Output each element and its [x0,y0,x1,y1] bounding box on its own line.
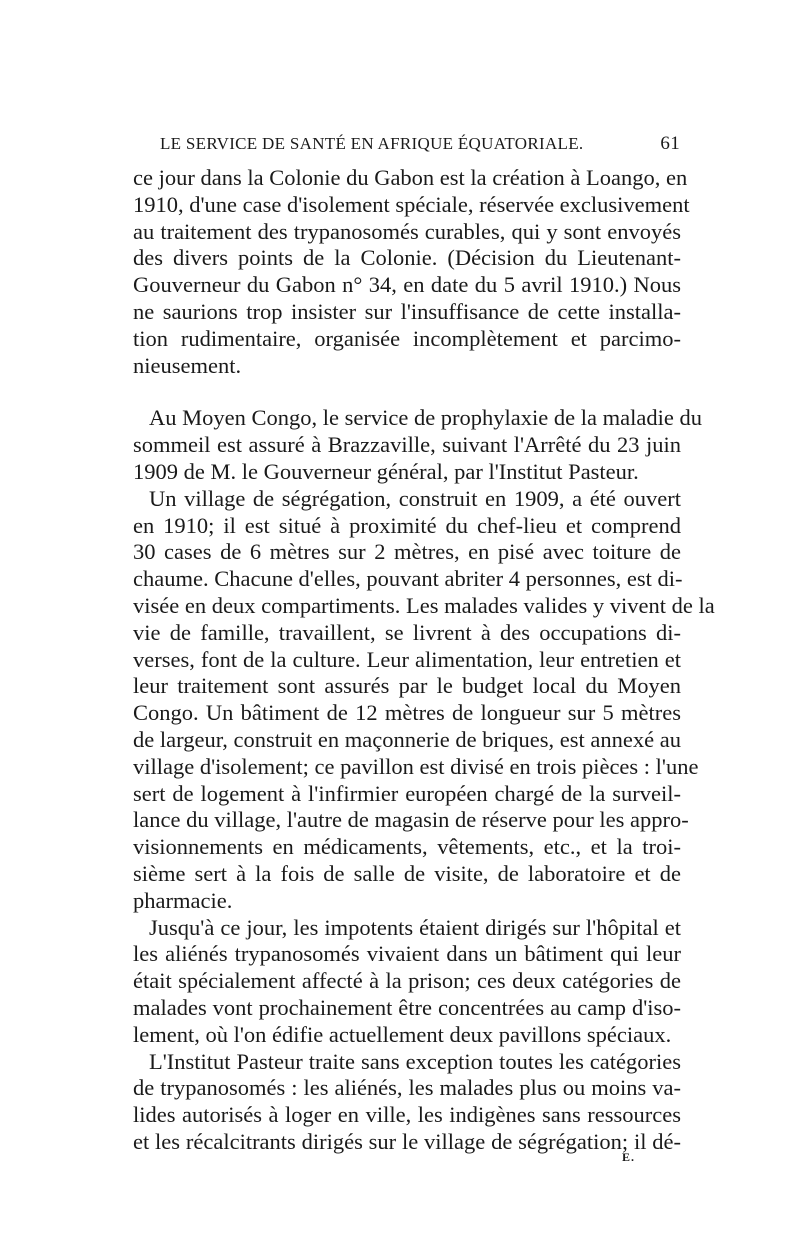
text-line: ce jour dans la Colonie du Gabon est la création à Loango, en [133,165,688,190]
text-line: visionnements en médicaments, vêtements, etc., et la troi- [133,834,681,860]
text-line: lance du village, l'autre de magasin de réserve pour les appro- [133,807,689,833]
text-line: tion rudimentaire, organisée incomplètement et parcimo- [133,325,681,351]
text-line: 1910, d'une case d'isolement spéciale, réservée exclusivement [133,191,690,217]
text-line: sert de logement à l'infirmier européen chargé de la surveil- [133,780,681,806]
text-line: visée en deux compartiments. Les malades valides y vivent de la [133,592,715,618]
text-line: était spécialement affecté à la prison; ces deux catégories de [133,968,681,994]
text-line: lides autorisés à loger en ville, les indigènes sans ressources [133,1102,681,1128]
text-line: de largeur, construit en maçonnerie de briques, est annexé au [133,726,681,752]
text-line: chaume. Chacune d'elles, pouvant abriter 4 personnes, est di- [133,566,683,592]
text-line: des divers points de la Colonie. (Décision du Lieutenant- [133,245,681,271]
text-line: vie de famille, travaillent, se livrent à des occupations di- [133,619,681,645]
page-number: 61 [660,133,680,154]
text-line: sième sert à la fois de salle de visite, de laboratoire et de [133,860,681,886]
paragraph [133,1049,681,1156]
text-line: 1909 de M. le Gouverneur général, par l'Institut Pasteur. [133,458,639,484]
text-line: Jusqu'à ce jour, les impotents étaient dirigés sur l'hôpital et [149,914,681,940]
text-line: Congo. Un bâtiment de 12 mètres de longueur sur 5 mètres [133,700,681,726]
text-line: nieusement. [133,352,242,378]
paragraph [133,915,681,1049]
text-line: leur traitement sont assurés par le budget local du Moyen [133,673,681,699]
text-line: lement, où l'on édifie actuellement deux pavillons spéciaux. [133,1021,672,1047]
running-header [160,133,680,155]
text-line: les aliénés trypanosomés vivaient dans un bâtiment qui leur [133,941,681,967]
text-line: au traitement des trypanosomés curables, qui y sont envoyés [133,218,681,244]
paragraph [133,405,702,485]
paragraph [133,165,690,379]
text-line: ne saurions trop insister sur l'insuffisance de cette installa- [133,298,681,324]
text-line: et les récalcitrants dirigés sur le village de ségrégation; il dé- [133,1128,681,1154]
text-line: Gouverneur du Gabon n° 34, en date du 5 avril 1910.) Nous [133,272,681,298]
running-title: LE SERVICE DE SANTÉ EN AFRIQUE ÉQUATORIALE. [160,134,584,153]
text-line: verses, font de la culture. Leur alimentation, leur entretien et [133,646,681,672]
paragraph [133,485,715,915]
text-line: Au Moyen Congo, le service de prophylaxie de la maladie du [149,405,702,431]
text-line: malades vont prochainement être concentrées au camp d'iso- [133,994,681,1020]
text-line: pharmacie. [133,887,233,913]
text-line: Un village de ségrégation, construit en 1909, a été ouvert [149,485,681,511]
text-line: en 1910; il est situé à proximité du chef-lieu et comprend [133,512,681,538]
text-line: 30 cases de 6 mètres sur 2 mètres, en pisé avec toiture de [133,539,681,565]
body-text [133,165,715,1156]
text-line: sommeil est assuré à Brazzaville, suivant l'Arrêté du 23 juin [133,432,681,458]
signature-mark: E. [622,1150,636,1164]
text-line: de trypanosomés : les aliénés, les malades plus ou moins va- [133,1075,681,1101]
text-line: L'Institut Pasteur traite sans exception toutes les catégories [149,1048,681,1074]
text-line: village d'isolement; ce pavillon est divisé en trois pièces : l'une [133,753,699,779]
